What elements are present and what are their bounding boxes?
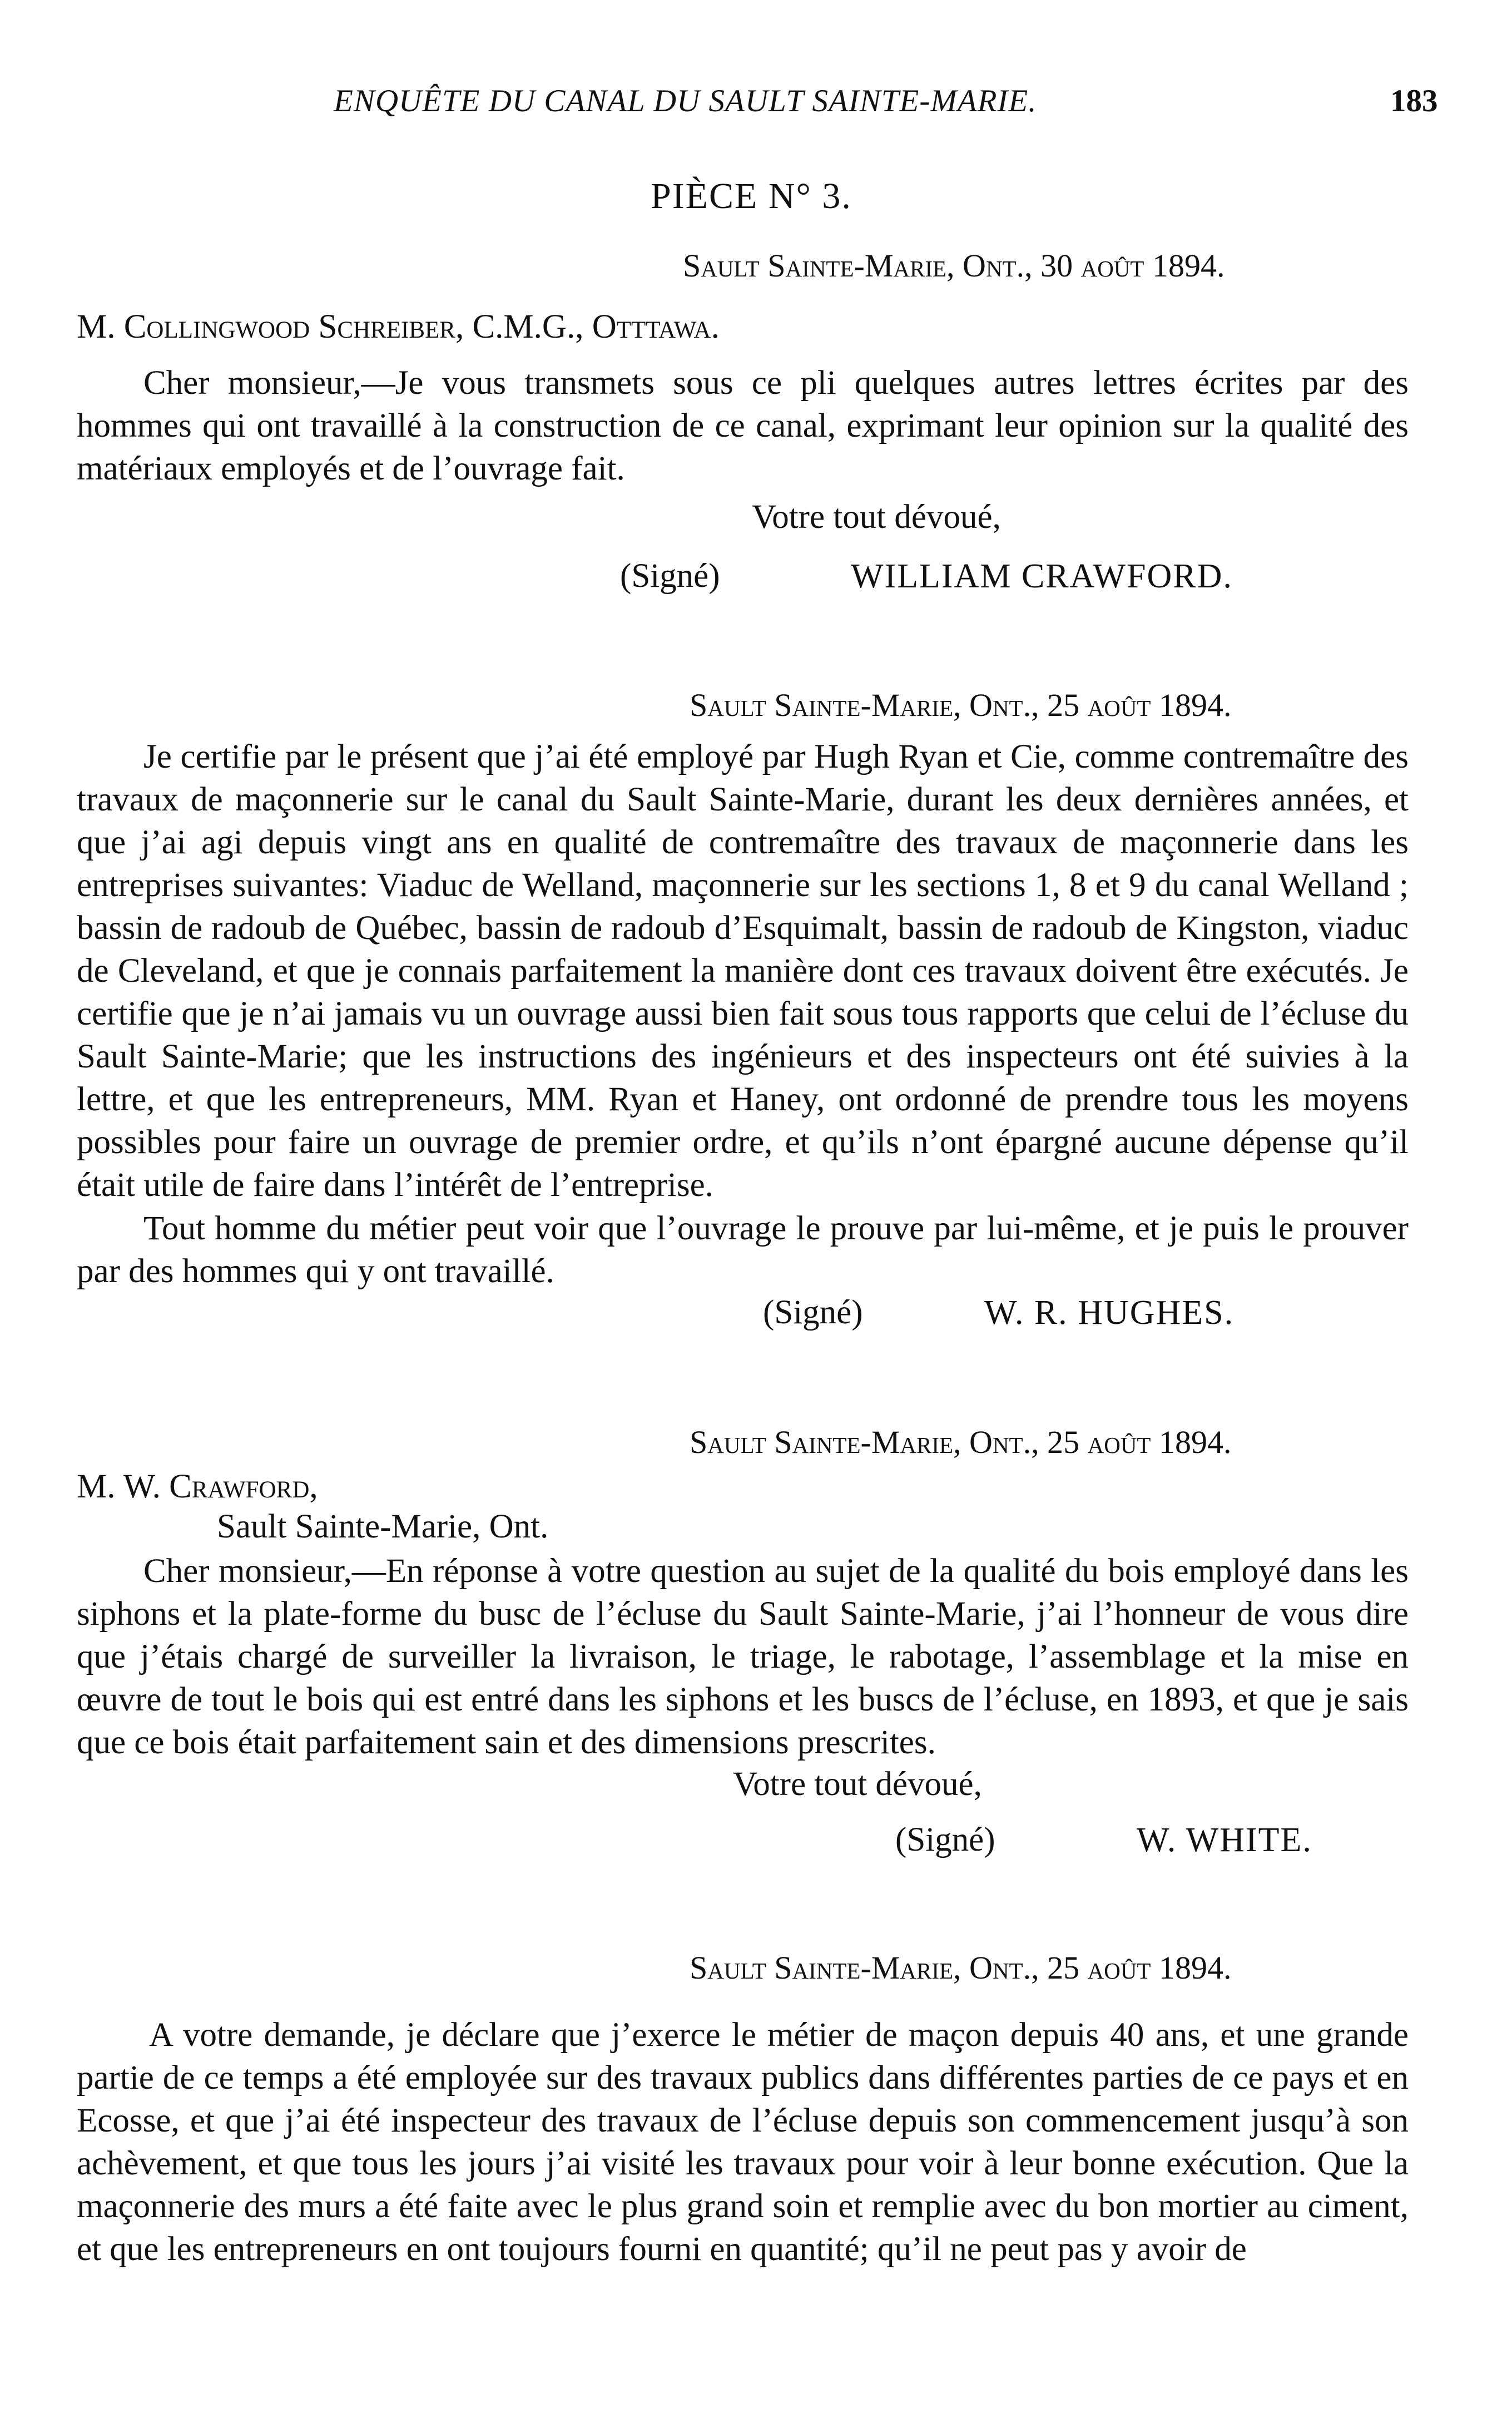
letter4-dateline: Sault Sainte-Marie, Ont., 25 août 1894.: [690, 1950, 1232, 1986]
letter4-body: A votre demande, je déclare que j’exerce le métier de maçon depuis 40 ans, et une grande partie de ce temps a été employée sur des travaux publics dans différentes parties de ce pays et en Ecosse, et que j’ai été inspecteur des travaux de l’écluse depuis son commencement jusqu’à son achèvement, et que tous les jours j’ai visité les travaux pour voir à leur bonne exécution. Que la maçonnerie des murs a été faite avec le plus grand soin et remplie avec du bon mortier au ciment, et que les entrepreneurs en ont toujours fourni en quantité; qu’il ne peut pas y avoir de: [77, 2016, 1409, 2268]
letter1-signature: WILLIAM CRAWFORD.: [851, 557, 1233, 595]
letter2-signed: (Signé): [763, 1294, 863, 1331]
letter1-dateline: Sault Sainte-Marie, Ont., 30 août 1894.: [683, 248, 1225, 284]
letter1-signed: (Signé): [620, 557, 720, 595]
letter3-signed: (Signé): [895, 1821, 995, 1858]
piece-title: PIÈCE N° 3.: [651, 176, 852, 216]
letter2-signature: W. R. HUGHES.: [984, 1294, 1235, 1332]
letter2-body-2: Tout homme du métier peut voir que l’ouvrage le prouve par lui-même, et je puis le prouver par des hommes qui y ont travaillé.: [77, 1210, 1409, 1290]
letter2-dateline: Sault Sainte-Marie, Ont., 25 août 1894.: [690, 687, 1232, 723]
letter1-addressee: M. Collingwood Schreiber, C.M.G., Otttawa.: [77, 308, 720, 345]
letter3-closing: Votre tout dévoué,: [733, 1766, 982, 1803]
page-number: 183: [1390, 83, 1438, 118]
letter3-addressee-line1: M. W. Crawford,: [77, 1468, 318, 1505]
letter1-body: Cher monsieur,—Je vous transmets sous ce pli quelques autres lettres écrites par des hommes qui ont travaillé à la construction de ce canal, exprimant leur opinion sur la qualité des matériaux employés et de l’ouvrage fait.: [77, 364, 1409, 487]
letter3-addressee-line2: Sault Sainte-Marie, Ont.: [217, 1508, 549, 1545]
letter3-signature: W. WHITE.: [1137, 1821, 1312, 1859]
letter1-closing: Votre tout dévoué,: [752, 498, 1001, 536]
letter3-dateline: Sault Sainte-Marie, Ont., 25 août 1894.: [690, 1424, 1232, 1460]
letter2-body-1: Je certifie par le présent que j’ai été employé par Hugh Ryan et Cie, comme contremaître des travaux de maçonnerie sur le canal du Sault Sainte-Marie, durant les deux dernières années, et que j’ai agi depuis vingt ans en qualité de contremaître des travaux de maçonnerie dans les entreprises suivantes: Viaduc de Welland, maçonnerie sur les sections 1, 8 et 9 du canal Welland ; bassin de radoub de Québec, bassin de radoub d’Esquimalt, bassin de radoub de Kingston, viaduc de Cleveland, et que je connais parfaitement la manière dont ces travaux doivent être exécutés. Je certifie que je n’ai jamais vu un ouvrage aussi bien fait sous tous rapports que celui de l’écluse du Sault Sainte-Marie; que les instructions des ingénieurs et des inspecteurs ont été suivies à la lettre, et que les entrepreneurs, MM. Ryan et Haney, ont ordonné de prendre tous les moyens possibles pour faire un ouvrage de premier ordre, et qu’ils n’ont épargné aucune dépense qu’il était utile de faire dans l’intérêt de l’entreprise.: [77, 738, 1409, 1204]
running-title: ENQUÊTE DU CANAL DU SAULT SAINTE-MARIE.: [334, 83, 1037, 118]
letter3-body: Cher monsieur,—En réponse à votre question au sujet de la qualité du bois employé dans les siphons et la plate-forme du busc de l’écluse du Sault Sainte-Marie, j’ai l’honneur de vous dire que j’étais chargé de surveiller la livraison, le triage, le rabotage, l’assemblage et la mise en œuvre de tout le bois qui est entré dans les siphons et les buscs de l’écluse, en 1893, et que je sais que ce bois était parfaitement sain et des dimensions prescrites.: [77, 1552, 1409, 1761]
